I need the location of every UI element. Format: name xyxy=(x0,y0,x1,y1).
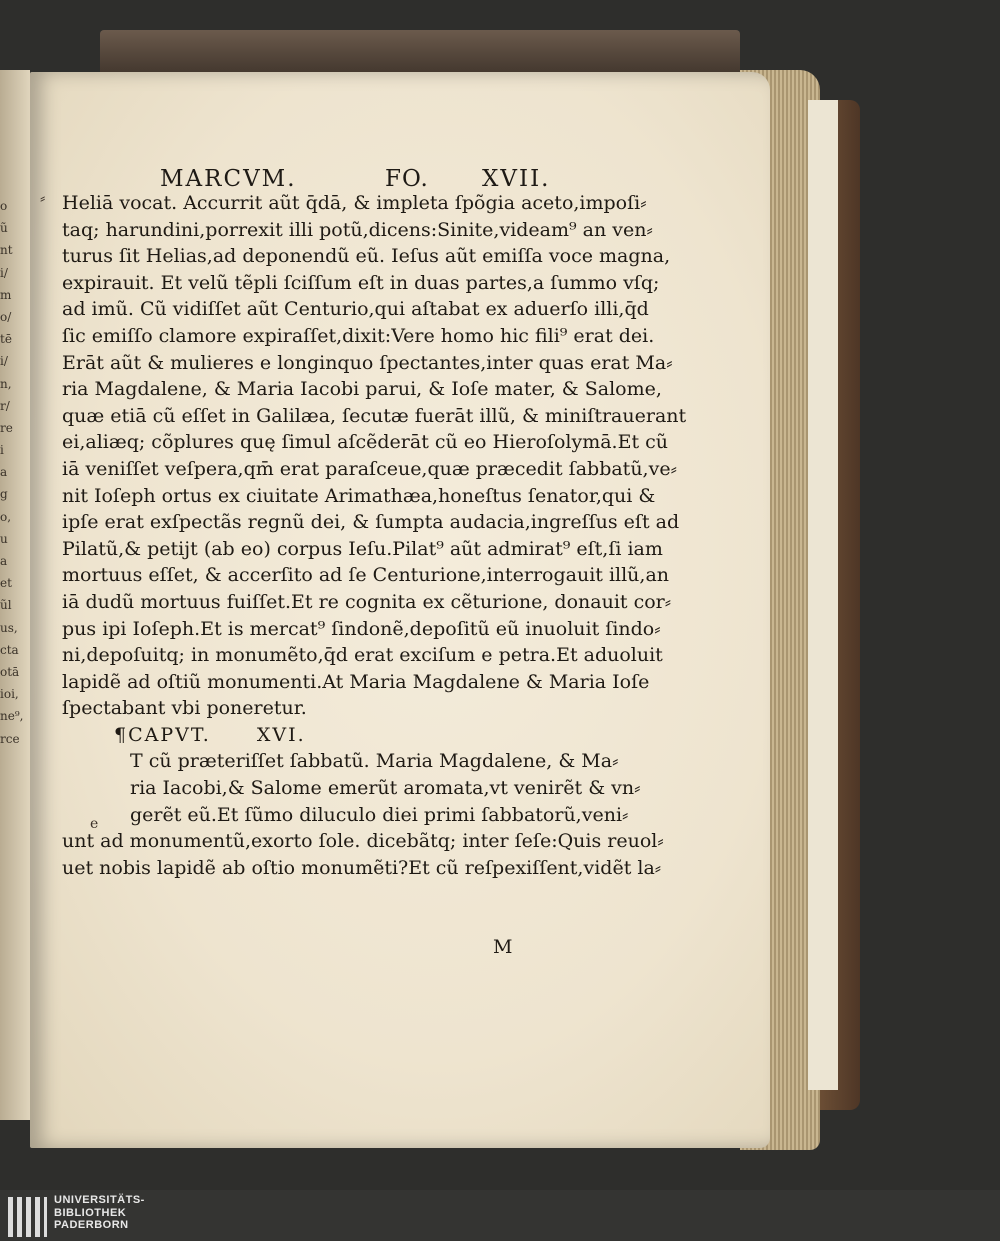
text-line: Heliā vocat. Accurrit aũt q̄dā, & impleta ſpõgia aceto,impoſi⸗ xyxy=(62,192,647,214)
left-page-fragment: rce xyxy=(0,731,20,746)
chapter-heading-line xyxy=(62,722,592,749)
text-line: pus ipi Ioſeph.Et is mercat⁹ ſindonẽ,depoſitũ eũ inuoluit ſindo⸗ xyxy=(62,617,661,640)
book-back-cover xyxy=(100,30,740,78)
text-line: ſpectabant vbi poneretur. xyxy=(62,697,307,720)
running-head-title: MARCVM. xyxy=(160,166,297,192)
flyleaf xyxy=(808,100,838,1090)
left-page-fragment: o/ xyxy=(0,309,12,324)
chapter-text-line: uet nobis lapidẽ ab oſtio monumẽti?Et cũ reſpexiſſent,vidẽt la⸗ xyxy=(62,856,662,879)
chapter-text-line: T cũ præteriſſet ſabbatũ. Maria Magdalene, & Ma⸗ xyxy=(130,750,619,773)
text-line: Pilatũ,& petijt (ab eo) corpus Ieſu.Pilat⁹ aũt admirat⁹ eſt,ſi iam xyxy=(62,537,663,560)
chapter-heading: ¶CAPVT. xyxy=(114,723,211,746)
left-page-fragment: n, xyxy=(0,376,12,391)
left-page-fragment: tē xyxy=(0,332,12,347)
text-line: lapidẽ ad oſtiũ monumenti.At Maria Magdalene & Maria Ioſe xyxy=(62,670,650,693)
left-page-fragment: us, xyxy=(0,620,18,635)
chapter-text-line: gerẽt eũ.Et ſũmo diluculo diei primi ſabbatorũ,veni⸗ xyxy=(130,803,629,826)
chapter-xv-text xyxy=(62,190,687,722)
text-line: ad imũ. Cũ vidiſſet aũt Centurio,qui aſtabat ex aduerſo illi,q̄d xyxy=(62,298,649,321)
left-page-fragment: a xyxy=(0,554,8,568)
guide-letter: e xyxy=(90,816,99,832)
chapter-number: XVI. xyxy=(256,723,306,746)
library-logo-icon xyxy=(6,1195,48,1239)
left-page-fragment: r/ xyxy=(0,398,10,413)
text-line: ei,aliæq; cõplures quę ſimul aſcẽderāt cũ eo Hieroſolymā.Et cũ xyxy=(62,431,669,454)
margin-mark: ⸗ xyxy=(40,188,46,207)
library-footer xyxy=(0,1190,1000,1241)
text-line: quæ etiā cũ eſſet in Galilæa, ſecutæ fuerāt illũ, & miniſtrauerant xyxy=(62,404,687,427)
left-page-fragment: a xyxy=(0,465,8,480)
left-page-fragment: ne⁹, xyxy=(0,709,24,724)
left-page-fragment: cta xyxy=(0,642,19,657)
chapter-text-line: unt ad monumentũ,exorto ſole. dicebãtq; inter ſeſe:Quis reuol⸗ xyxy=(62,830,664,853)
text-line: nit Ioſeph ortus ex ciuitate Arimathæa,honeſtus ſenator,qui & xyxy=(62,484,656,507)
text-line: turus ſit Helias,ad deponendũ eũ. Ieſus aũt emiſſa voce magna, xyxy=(62,245,671,268)
catchword: M xyxy=(493,936,513,958)
text-line: ipſe erat exſpectãs regnũ dei, & ſumpta audacia,ingreſſus eſt ad xyxy=(62,511,680,534)
left-page-fragment: ũl xyxy=(0,598,12,613)
text-block xyxy=(62,190,687,881)
left-page-fragment: i/ xyxy=(0,265,8,280)
left-page-fragment: i/ xyxy=(0,354,8,369)
left-page-fragment: nt xyxy=(0,243,13,258)
left-page-fragment: o, xyxy=(0,509,12,524)
text-line: ria Magdalene, & Maria Iacobi parui, & Ioſe mater, & Salome, xyxy=(62,378,662,401)
text-line: mortuus eſſet, & accerſito ad ſe Centurione,interrogauit illũ,an xyxy=(62,564,670,587)
left-page-fragment: i xyxy=(0,443,4,458)
text-line: ni,depoſuitq; in monumẽto,q̄d erat exciſum e petra.Et aduoluit xyxy=(62,644,663,667)
text-line: Erāt aũt & mulieres e longinquo ſpectantes,inter quas erat Ma⸗ xyxy=(62,351,673,374)
left-page-fragment: otā xyxy=(0,664,20,679)
text-line: iā dudũ mortuus fuiſſet.Et re cognita ex cẽturione, donauit cor⸗ xyxy=(62,590,672,613)
left-page-fragment: re xyxy=(0,420,13,435)
text-line: taq; harundini,porrexit illi potũ,dicens:Sinite,videam⁹ an ven⸗ xyxy=(62,218,653,241)
left-page-text-fragments xyxy=(0,195,24,750)
text-line: expirauit. Et velũ tẽpli ſciſſum eſt in duas partes,a ſummo vſq; xyxy=(62,271,660,294)
left-page-fragment: u xyxy=(0,531,8,546)
library-name xyxy=(54,1194,145,1232)
left-page-fragment: m xyxy=(0,287,12,302)
running-head-fo: FO. xyxy=(385,166,429,192)
left-page-fragment: ioi, xyxy=(0,687,19,702)
folio-number: XVII. xyxy=(482,166,551,192)
text-line: iā veniſſet veſpera,qm̄ erat paraſceue,quæ præcedit ſabbatũ,ve⸗ xyxy=(62,457,677,480)
left-page-fragment: g xyxy=(0,487,8,502)
text-line: ſic emiſſo clamore expiraſſet,dixit:Vere homo hic fili⁹ erat dei. xyxy=(62,324,655,347)
library-name-line-2: BIBLIOTHEK xyxy=(54,1206,127,1219)
chapter-xvi-text xyxy=(62,748,664,881)
library-name-line-3: PADERBORN xyxy=(54,1219,129,1231)
left-page-fragment: et xyxy=(0,576,12,591)
left-page-fragment: ũ xyxy=(0,221,8,236)
library-name-line-1: UNIVERSITÄTS- xyxy=(54,1194,145,1206)
initial-space-icon xyxy=(30,806,64,866)
chapter-text-line: ria Iacobi,& Salome emerũt aromata,vt venirẽt & vn⸗ xyxy=(130,777,641,800)
left-page-fragment: o xyxy=(0,199,8,213)
